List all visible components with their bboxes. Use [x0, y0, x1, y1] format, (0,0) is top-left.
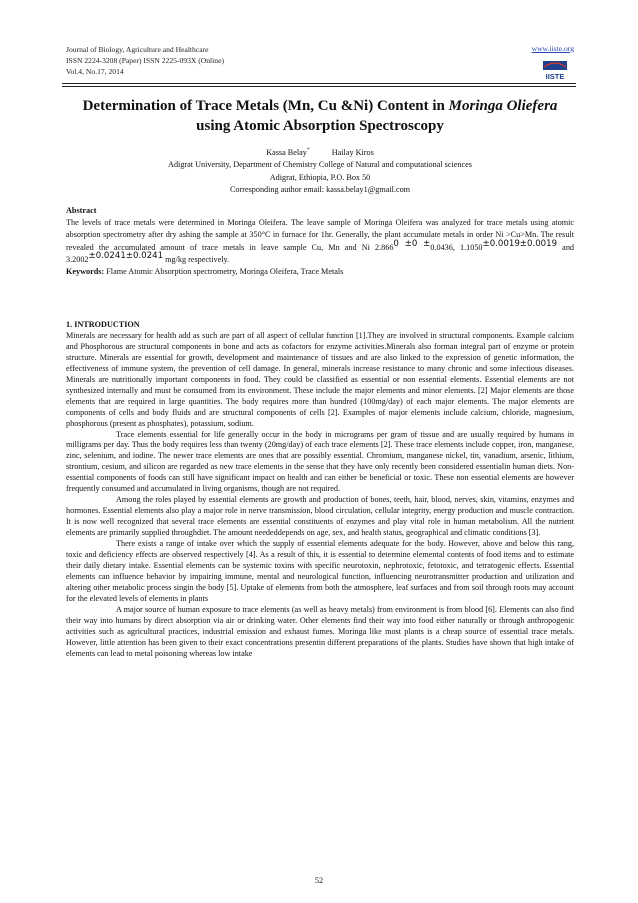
journal-issn: ISSN 2224-3208 (Paper) ISSN 2225-093X (Online): [66, 56, 224, 65]
paper-title: [66, 96, 574, 136]
author-1: [266, 144, 309, 159]
paragraph-1: Minerals are necessary for health add as such are part of all aspect of cellular function [1].They are involved in structural components. Example calcium and Phosphorous are structural components in bone and acts as cofactors for enzyme activities.Minerals also forman integral part of enzyme or protein structure. Minerals are essential for growth, development and maintenance of tissues and are also linked to the expression of genetic information, the effectiveness of immune system, the prevention of cell damage. In general, minerals increase resistance to many chronic and some infectious diseases. Minerals are nutritionally important components in food. They could be classified as essential or non essential elements. Essential elements are not synthesized internally and must be consumed from its environment. These include the major elements and minor elements. [2] Major elements are those elements that are required in large quantities. The body requires more than hundred (100mg/day) of each major elements. The major elements are components of cells and body fluids and are structural components of cells [2]. Examples of major elements include calcium, chloride, magnesium, phosphorous (present as phosphates), potassium, sodium.: [66, 330, 574, 428]
section-heading: 1. INTRODUCTION: [66, 320, 140, 329]
logo-text: IISTE: [545, 72, 565, 81]
header-rule-bottom: [62, 86, 576, 87]
author-names: [66, 144, 574, 159]
affiliation: Adigrat University, Department of Chemistry College of Natural and computational sciences: [168, 160, 472, 170]
postal-address: Adigrat, Ethiopia, P.O. Box 50: [269, 172, 371, 182]
title-part-2: using Atomic Absorption Spectroscopy: [196, 118, 444, 134]
introduction-section: [66, 320, 574, 660]
abstract-heading: Abstract: [66, 206, 97, 215]
abstract-text-3: and 3.2002: [66, 242, 575, 264]
journal-name: Journal of Biology, Agriculture and Healthcare: [66, 45, 209, 54]
title-part-1: Determination of Trace Metals (Mn, Cu &Ni) Content in: [82, 98, 449, 114]
keywords-label: Keywords:: [66, 267, 105, 277]
abstract-uncertainty-ni: ±0.0241±0.0241: [88, 250, 164, 261]
keywords-list: Flame Atomic Absorption spectrometry, Moringa Oleifera, Trace Metals: [104, 267, 344, 277]
abstract-text-1: The levels of trace metals were determined in Moringa Oleifera. The leave sample of Moringa Oleifera was analyzed for trace metals using atomic absorption spectrometry after dry ashing the sample at 350°C in furnace for 1hr. Generally, the plant accumulate metals in order Ni >Cu>Mn. The result revealed the accumulated amount of trace metals in leave sample Cu, Mn and Ni 2.866: [66, 218, 574, 252]
page-number: 52: [314, 876, 324, 885]
journal-volume: Vol.4, No.17, 2014: [66, 67, 124, 76]
paragraph-2: Trace elements essential for life generally occur in the body in micrograms per gram of tissue and are usually required by humans in milligrams per day. Thus the body requires less than twenty (20mg/day) of each trace elements [2]. These trace elements include copper, iron, manganese, zinc, selenium, and iodine. The newer trace elements are ones that are possibly essential. Chromium, manganese nickel, tin, vanadium, arsenic, lithium, strontium, cesium, and silicon are regarded as new trace elements in the sense that they have only recently been considered essentialin human diets. Non-essential components of foods can still have significant impact on health and can either be beneficial or toxic. These non essential elements are however frequently consumed and accumulated in living organisms, though are not required.: [66, 429, 574, 494]
keywords: [66, 266, 574, 278]
paragraph-3: Among the roles played by essential elements are growth and production of bones, teeth, hair, blood, nerves, skin, vitamins, enzymes and hormones. Essential elements also play a major role in nerve transmission, blood circulation, cellular integrity, energy production and muscle contraction. It is now well recognized that several trace elements are essential constituents of enzymes and play vital role in human metabolism. All the nutrient elements are primarily supplied throughdiet. The amount neededdepends on age, sex, and health status, geographical and climatic conditions [3].: [66, 495, 574, 538]
abstract-text-2: 0.0436, 1.1050: [430, 242, 483, 252]
abstract-text-4: mg/kg respectively.: [163, 254, 230, 264]
author-2: Hailay Kiros: [331, 147, 374, 157]
author-block: [66, 144, 574, 196]
paragraph-4: There exists a range of intake over which the supply of essential elements adequate for the body. However, above and below this rang, toxic and deficiency effects are observed respectively [4]. As a result of this, it is essential to determine elemental contents of food items and to estimate their daily dietary intake. Essential elements can be systemic toxins with specific neurotoxin, nephrotoxic, fetotoxic, and tetratogenic effects. Essential elements can influence behavior by impairing immune, mental and neurological function, influencing neurotransmitter production and utilization and altering other metabolic process singin the body [5]. Uptake of elements from both the atmosphere, leaf surfaces and from soil through roots may account for the elevated levels of elements in plants: [66, 539, 574, 603]
title-species: Moringa Oliefera: [448, 98, 558, 114]
abstract-uncertainty-mn: ±0.0019±0.0019: [482, 238, 558, 249]
header-rule-top: [62, 83, 576, 84]
journal-website-link[interactable]: www.iiste.org: [531, 44, 574, 53]
paragraph-5: A major source of human exposure to trace elements (as well as heavy metals) from environment is from blood [6]. Elements can also find their way into humans by direct absorption via air or drinking water. Other elements find their way into food either naturally or through anthropogenic activities such as agricultural practices, industrial emission and exhaust fumes. Moringa like most plants is a cheap source of essential trace metals. However, little attention has been given to their exact concentrations presentin different preparations of the plants. Studies have shown that high intake of elements can lead to metal poisoning whereas low intake: [66, 604, 574, 658]
journal-header: [66, 44, 536, 77]
abstract-section: [66, 205, 574, 278]
author-1-name: Kassa Belay: [266, 147, 307, 157]
corresponding-mark: *: [306, 147, 310, 153]
iiste-logo: [542, 59, 568, 81]
abstract-body: [66, 217, 574, 266]
corresponding-email: Corresponding author email: kassa.belay1@gmail.com: [229, 184, 411, 194]
abstract-uncertainty-cu: 0 ±0 ±: [393, 238, 431, 249]
